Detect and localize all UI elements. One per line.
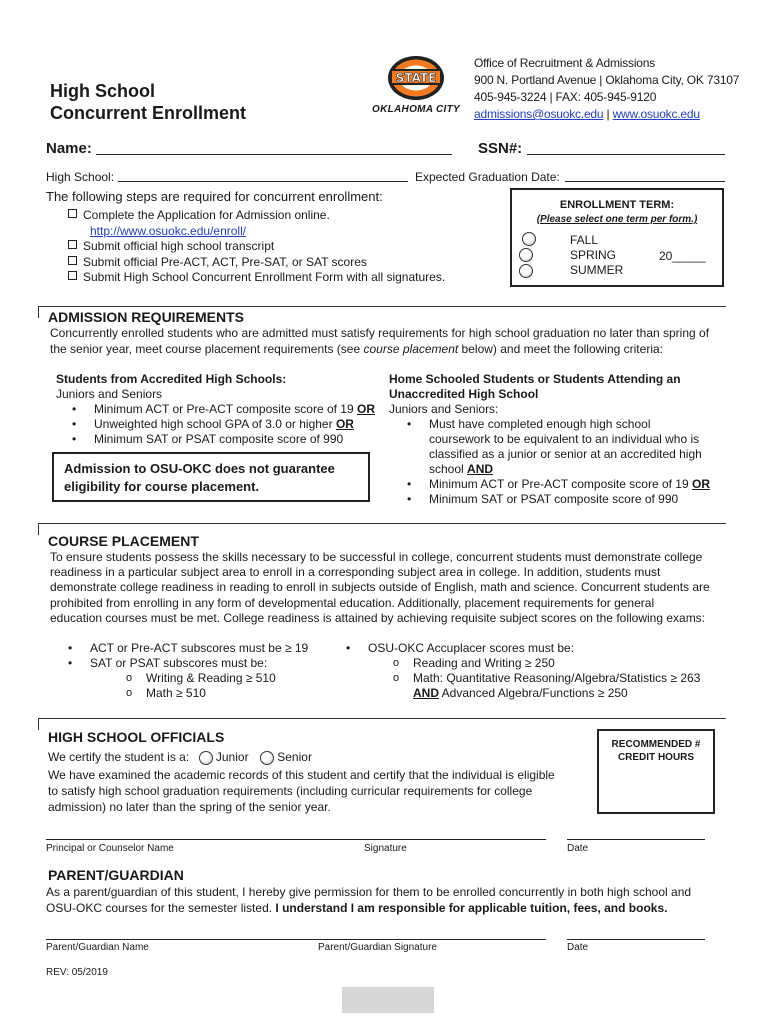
principal-signature-line[interactable] [46,830,546,840]
accredited-heading: Students from Accredited High Schools: [56,372,287,386]
placement-accuplacer [368,641,700,701]
list-item: • Minimum ACT or Pre-ACT composite score of 19 OR [429,477,719,492]
placement-sat-act [90,641,308,701]
credit-hours-label-1: RECOMMENDED # [611,739,701,750]
term-subtitle: (Please select one term per form.) [536,214,698,225]
enroll-link[interactable]: http://www.osuokc.edu/enroll/ [90,223,247,238]
email-link[interactable]: admissions@osuokc.edu [474,107,604,121]
list-item: • Minimum ACT or Pre-ACT composite score of 19 OR [94,402,386,417]
placement-notice-box [52,452,370,502]
steps-list [68,208,445,286]
list-item: o Math: Quantitative Reasoning/Algebra/Statistics ≥ 263 [413,671,700,686]
list-item: • Must have completed enough high school coursework to be equivalent to an individual who is classified as a junior or senior at an accredited high school AND [429,417,719,477]
placement-heading: COURSE PLACEMENT [48,533,199,549]
credit-hours-box[interactable] [597,729,715,814]
office-web [474,106,739,123]
parent-permission: As a parent/guardian of this student, I hereby give permission for them to be enrolled concurrently in both high school and OSU-OKC courses for the semester listed. I understand I am responsible for applicable tuition, fees, and books. [46,885,692,915]
accredited-requirements [56,372,386,447]
principal-signature-caption: Signature [364,843,407,854]
radio-summer-icon[interactable] [519,264,533,278]
osu-okc-logo [366,54,466,120]
radio-fall-icon[interactable] [522,232,536,246]
parent-name-caption: Parent/Guardian Name [46,942,149,953]
step-item: Complete the Application for Admission online. [68,208,445,224]
list-item: AND Advanced Algebra/Functions ≥ 250 [413,686,628,700]
accredited-sub: Juniors and Seniors [56,387,163,401]
logo-wordmark: OKLAHOMA CITY [372,104,460,115]
graduation-date-label: Expected Graduation Date: [415,170,560,184]
placement-section-bar [38,523,39,535]
name-field[interactable] [96,138,452,155]
list-item: • Minimum SAT or PSAT composite score of 990 [429,492,719,507]
term-option-fall[interactable]: FALL [546,233,623,248]
step-item: Submit official high school transcript [68,239,445,255]
admission-section-rule [38,306,726,307]
enroll-link-row [68,224,445,240]
link-separator: | [606,107,610,121]
term-option-summer[interactable]: SUMMER [546,263,623,278]
ssn-label: SSN#: [478,140,523,157]
graduation-date-field[interactable] [565,168,725,182]
term-options [546,233,623,278]
principal-date-caption: Date [567,843,589,854]
radio-senior-icon[interactable] [260,751,274,765]
office-address: 900 N. Portland Avenue | Oklahoma City, OK 73107 [474,73,740,87]
title-line-1: High School [50,81,155,101]
footer-gray-tab [342,987,434,1013]
radio-spring-icon[interactable] [519,248,533,262]
list-item: • Minimum SAT or PSAT composite score of 990 [94,432,386,447]
term-year: 20_____ [659,249,706,263]
admission-heading: ADMISSION REQUIREMENTS [48,309,245,325]
website-link[interactable]: www.osuokc.edu [612,107,700,121]
senior-option[interactable]: Senior [277,750,312,764]
homeschool-requirements: Home Schooled Students or Students Attending an Unaccredited High School Juniors and Seniors: • Must have completed enough high school coursework to be equivalent to an individual who is classified as a junior or senior at an accredited high school AND • Minimum ACT or Pre-ACT composite score of 19 OR • Minimum SAT or PSAT composite score of 990 [389,372,719,507]
parent-signature-caption: Parent/Guardian Signature [318,942,437,953]
steps-intro: The following steps are required for concurrent enrollment: [46,189,383,204]
checkbox-icon[interactable] [68,209,77,218]
title-line-2: Concurrent Enrollment [50,103,247,123]
parent-date-caption: Date [567,942,589,953]
svg-text:STATE: STATE [395,71,437,85]
high-school-field[interactable] [118,168,408,182]
list-item: o Reading and Writing ≥ 250 [413,656,700,671]
officials-section-rule [38,718,726,719]
list-item: • SAT or PSAT subscores must be: [90,656,308,671]
credit-hours-label-2: CREDIT HOURS [617,752,695,763]
student-class-row: We certify the student is a: Junior Senior [48,750,312,764]
office-phone: 405-945-3224 | FAX: 405-945-9120 [474,90,657,104]
officials-section-bar [38,718,39,730]
high-school-label: High School: [46,170,115,184]
officials-heading: HIGH SCHOOL OFFICIALS [48,729,225,745]
ssn-field[interactable] [527,138,725,155]
revision-date: REV: 05/2019 [46,967,108,978]
list-item: o Writing & Reading ≥ 510 [146,671,308,686]
name-label: Name: [46,140,92,157]
step-item: Submit official Pre-ACT, ACT, Pre-SAT, or SAT scores [68,255,445,271]
principal-date-line[interactable] [567,830,705,840]
admission-section-bar [38,306,39,318]
step-item: Submit High School Concurrent Enrollment Form with all signatures. [68,270,445,286]
parent-heading: PARENT/GUARDIAN [48,867,184,883]
page-title [50,80,246,124]
checkbox-icon[interactable] [68,256,77,265]
parent-signature-line[interactable] [46,930,546,940]
checkbox-icon[interactable] [68,240,77,249]
principal-name-caption: Principal or Counselor Name [46,843,174,854]
list-item: • OSU-OKC Accuplacer scores must be: [368,641,700,656]
admission-intro: Concurrently enrolled students who are admitted must satisfy requirements for high school graduation no later than spring of the senior year, meet course placement requirements (see course placement below) and meet the following criteria: [50,326,710,356]
placement-paragraph: To ensure students possess the skills necessary to be successful in college, concurrent students must demonstrate college readiness in a particular subject area to enroll in a corresponding subject area in college. In addition, students must demonstrate college readiness in reading to enroll in subjects outside of English, math and science. Concurrent students are prohibited from enrolling in any form of developmental education. Additionally, placement requirements for general education courses must be met. College readiness is attained by achieving requisite subject scores on the following exams: [50,550,710,625]
list-item: • ACT or Pre-ACT subscores must be ≥ 19 [90,641,308,656]
enrollment-term-box [510,188,724,287]
office-name: Office of Recruitment & Admissions [474,56,656,70]
list-item: • Unweighted high school GPA of 3.0 or higher OR [94,417,386,432]
placement-notice: Admission to OSU-OKC does not guarantee eligibility for course placement. [64,461,335,494]
radio-junior-icon[interactable] [199,751,213,765]
parent-date-line[interactable] [567,930,705,940]
placement-section-rule [38,523,726,524]
office-contact [474,55,739,123]
list-item: o Math ≥ 510 [146,686,308,701]
checkbox-icon[interactable] [68,271,77,280]
junior-option[interactable]: Junior [215,750,249,764]
term-title: ENROLLMENT TERM: [559,199,675,211]
officials-certification: We have examined the academic records of this student and certify that the individual is eligible to satisfy high school graduation requirements (including curricular requirements for college admission) no later than the spring of the senior year. [48,768,555,814]
term-option-spring[interactable]: SPRING [546,248,623,263]
